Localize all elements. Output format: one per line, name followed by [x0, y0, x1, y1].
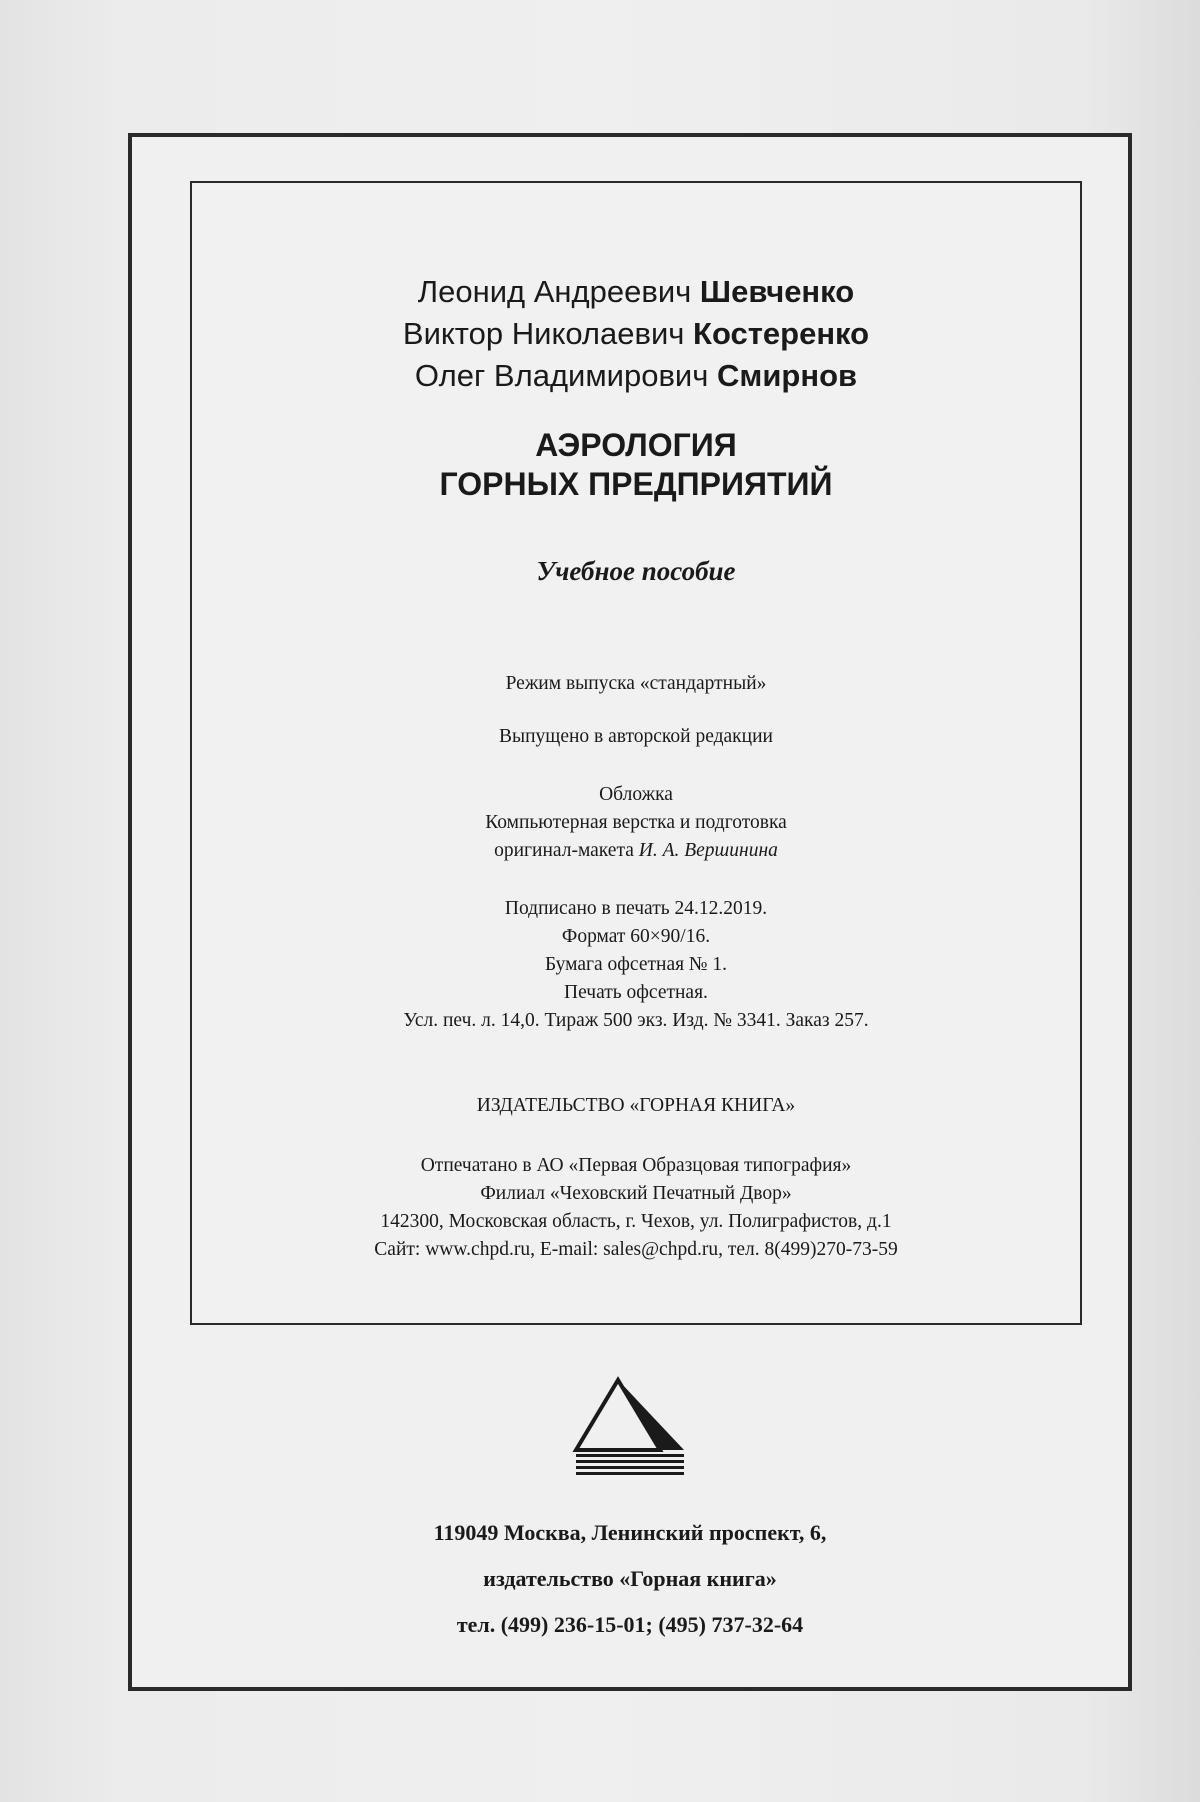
book-subtitle: Учебное пособие: [536, 556, 736, 586]
title-line-2: ГОРНЫХ ПРЕДПРИЯТИЙ: [439, 466, 833, 502]
credit-original-prefix: оригинал-макета: [494, 840, 634, 861]
credit-original: [192, 837, 1080, 865]
printer-line-4: Сайт: www.chpd.ru, E-mail: sales@chpd.ru, тел. 8(499)270-73-59: [374, 1239, 898, 1260]
author-surname: Шевченко: [699, 274, 855, 309]
release-mode: Режим выпуска «стандартный»: [505, 673, 767, 694]
author-surname: Смирнов: [717, 358, 858, 393]
printer-line-2: Филиал «Чеховский Печатный Двор»: [480, 1183, 792, 1204]
authors-block: [192, 271, 1080, 397]
author-surname: Костеренко: [693, 316, 870, 351]
address-line-1: 119049 Москва, Ленинский проспект, 6,: [433, 1520, 827, 1545]
credit-layout: Компьютерная верстка и подготовка: [485, 812, 787, 833]
author-line: [192, 271, 1080, 313]
author-line: [192, 313, 1080, 355]
address-line-3: тел. (499) 236-15-01; (495) 737-32-64: [456, 1612, 804, 1637]
print-info: [192, 895, 1080, 1035]
address-line-2: издательство «Горная книга»: [483, 1566, 777, 1591]
imprint-box: [190, 181, 1082, 1325]
author-given-name: Виктор Николаевич: [402, 316, 685, 351]
print-details: Усл. печ. л. 14,0. Тираж 500 экз. Изд. № 3341. Заказ 257.: [403, 1010, 869, 1031]
mountain-book-icon: [570, 1374, 690, 1484]
author-line: [192, 355, 1080, 397]
author-given-name: Леонид Андреевич: [417, 274, 692, 309]
credit-original-name: И. А. Вершинина: [638, 840, 778, 861]
credits-block: [192, 781, 1080, 865]
publisher-address: [128, 1510, 1132, 1648]
edition-note: Выпущено в авторской редакции: [499, 726, 773, 747]
publisher-name: ИЗДАТЕЛЬСТВО «ГОРНАЯ КНИГА»: [476, 1095, 796, 1116]
author-given-name: Олег Владимирович: [414, 358, 709, 393]
book-title: [192, 426, 1080, 504]
print-signed: Подписано в печать 24.12.2019.: [504, 898, 768, 919]
print-format: Формат 60×90/16.: [561, 926, 711, 947]
printer-info: [192, 1152, 1080, 1264]
printer-line-3: 142300, Московская область, г. Чехов, ул. Полиграфистов, д.1: [380, 1211, 892, 1232]
title-line-1: АЭРОЛОГИЯ: [535, 427, 737, 463]
print-method: Печать офсетная.: [564, 982, 708, 1003]
printer-line-1: Отпечатано в АО «Первая Образцовая типография»: [420, 1155, 852, 1176]
print-paper: Бумага офсетная № 1.: [544, 954, 728, 975]
credit-cover: Обложка: [599, 784, 673, 805]
